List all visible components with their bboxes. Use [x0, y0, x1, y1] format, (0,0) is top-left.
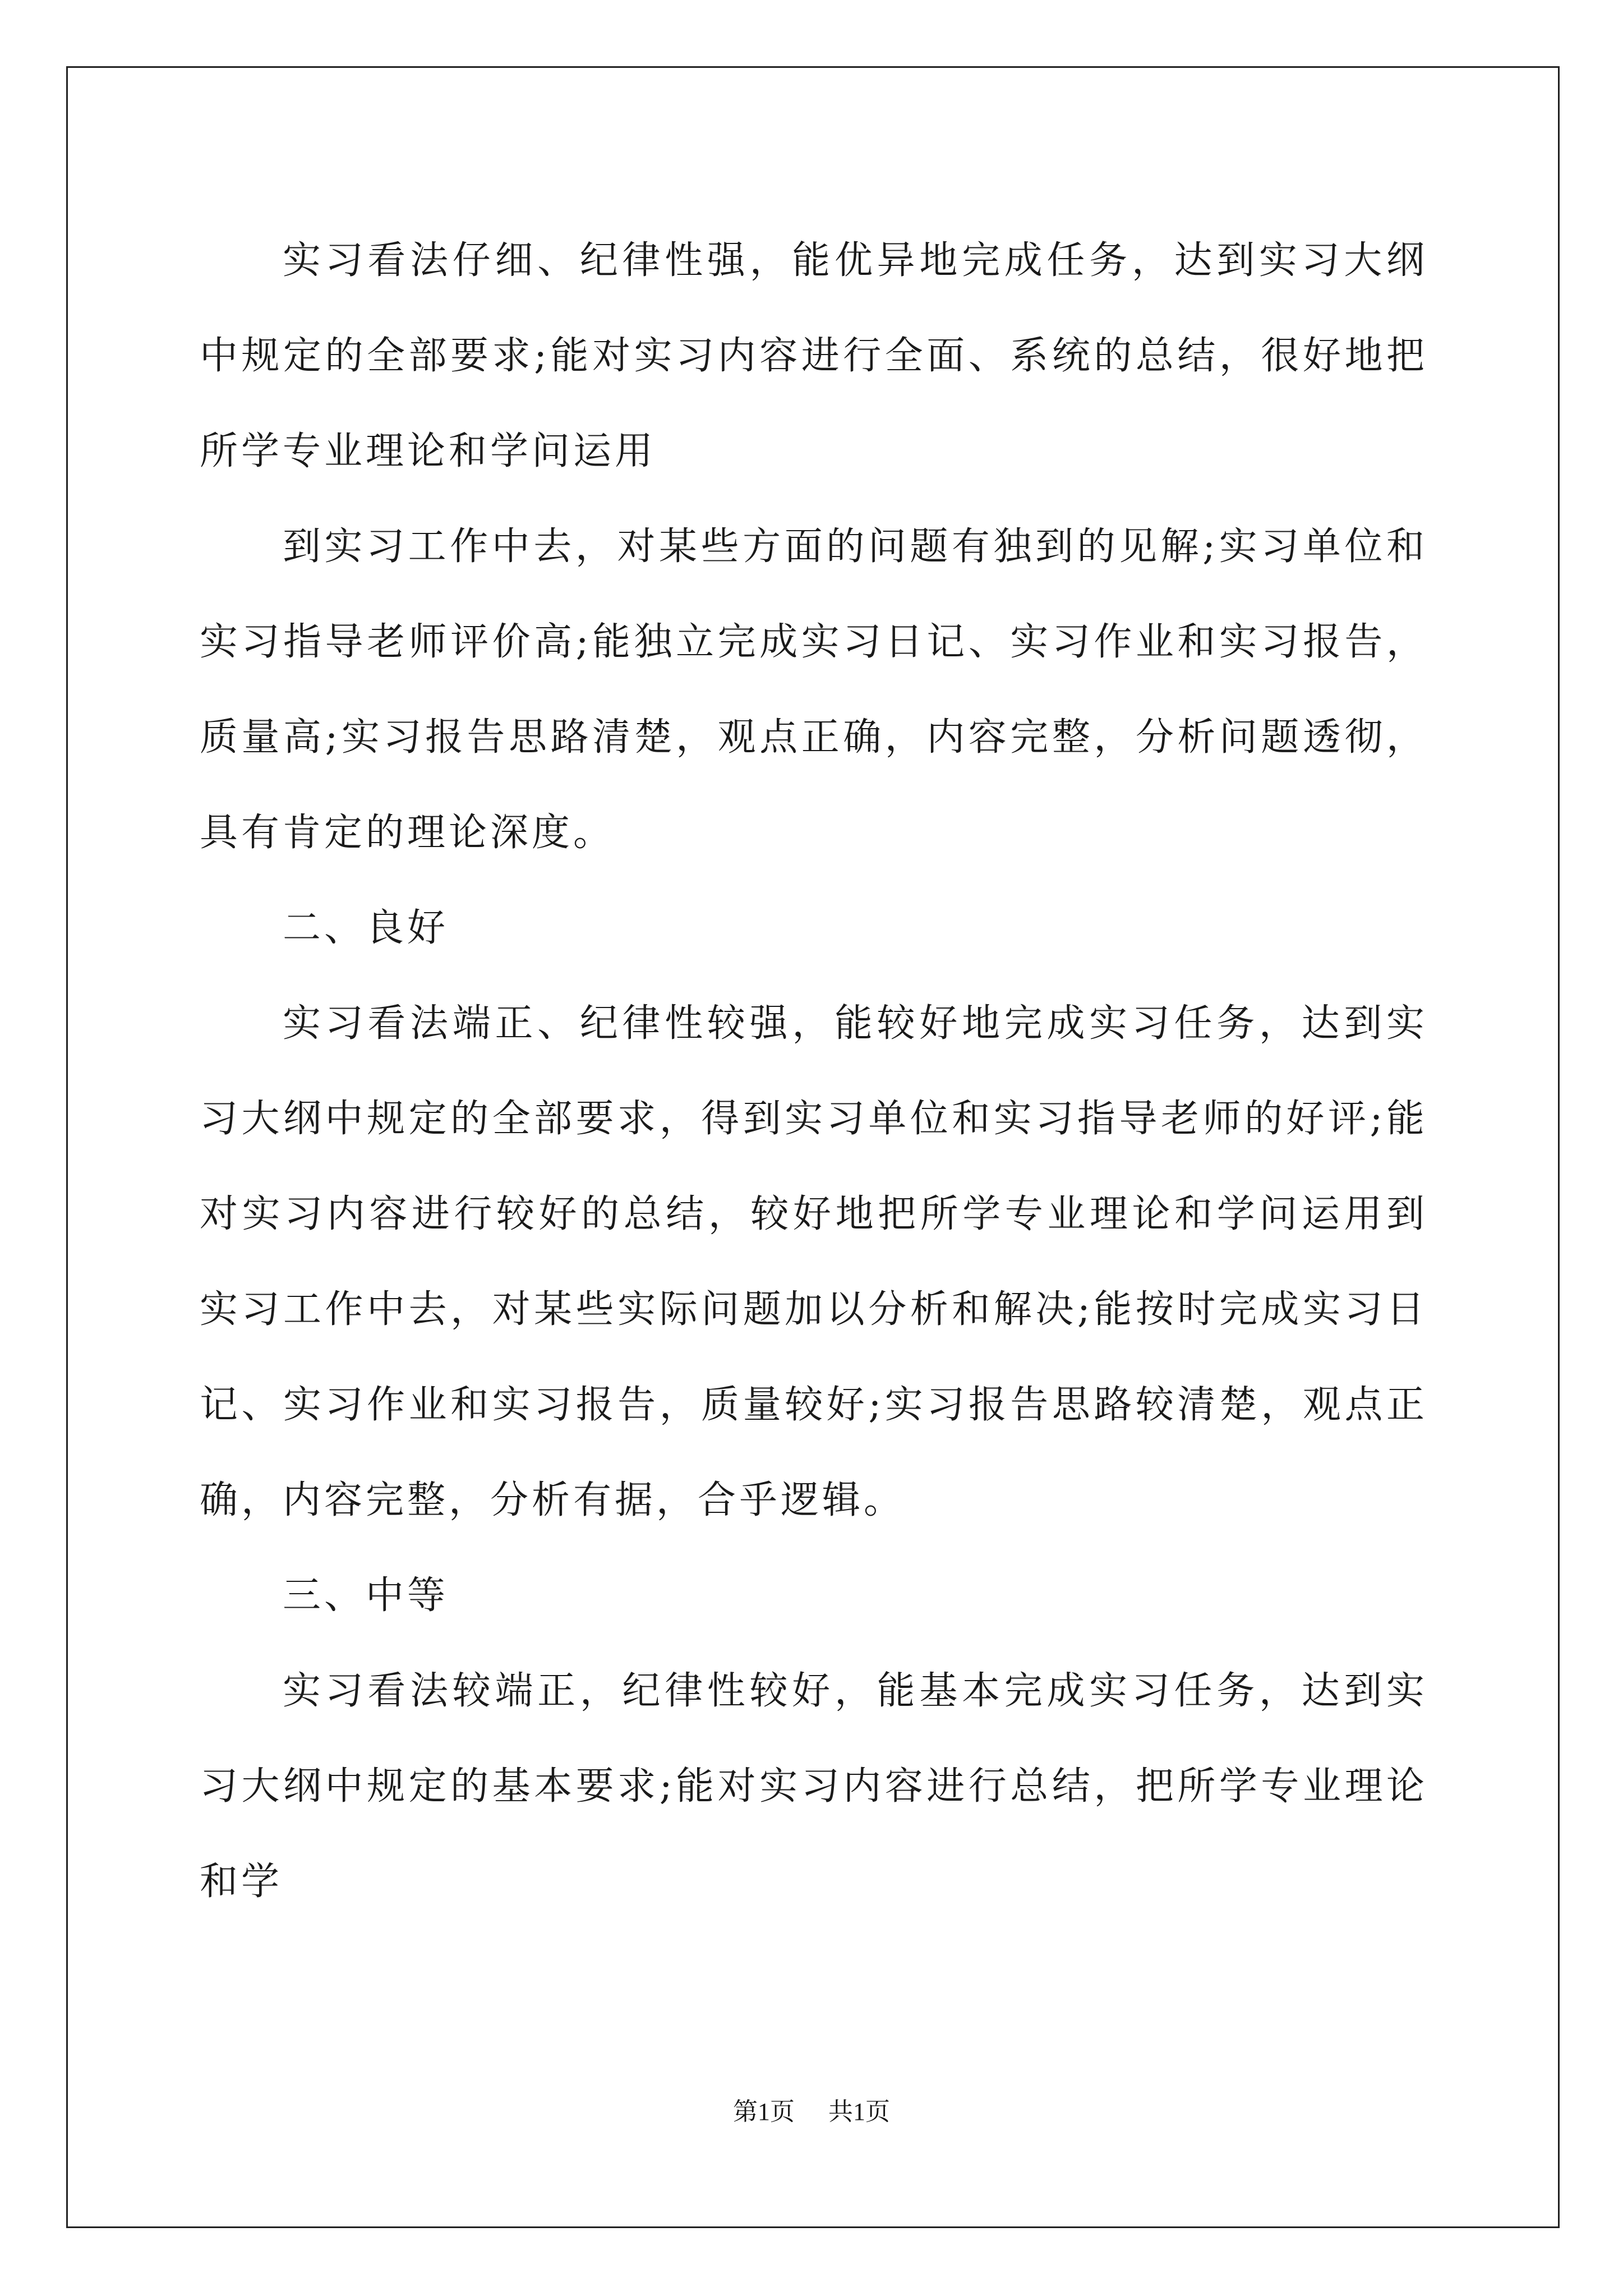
- paragraph-evaluation-text: 到实习工作中去，对某些方面的问题有独到的见解;实习单位和实习指导老师评价高;能独立完成实习日记、实习作业和实习报告，质量高;实习报告思路清楚，观点正确，内容完整，分析问题透彻，具有肯定的理论深度。: [200, 524, 1428, 855]
- page-footer: [0, 2091, 1623, 2127]
- paragraph-good-criteria: 实习看法端正、纪律性较强，能较好地完成实习任务，达到实习大纲中规定的全部要求，得到实习单位和实习指导老师的好评;能对实习内容进行较好的总结，较好地把所学专业理论和学问运用到实习工作中去，对某些实际问题加以分析和解决;能按时完成实习日记、实习作业和实习报告，质量较好;实习报告思路较清楚，观点正确，内容完整，分析有据，合乎逻辑。: [200, 1001, 1428, 1522]
- section-heading-medium: 三、中等: [283, 1573, 449, 1618]
- page-total: 共1页: [828, 2098, 890, 2125]
- paragraph-medium-criteria: 实习看法较端正，纪律性较好，能基本完成实习任务，达到实习大纲中规定的基本要求;能对实习内容进行总结，把所学专业理论和学: [200, 1669, 1428, 1904]
- paragraph-evaluation-text: 实习看法仔细、纪律性强，能优异地完成任务，达到实习大纲中规定的全部要求;能对实习内容进行全面、系统的总结，很好地把所学专业理论和学问运用: [200, 238, 1428, 473]
- page-number: 第1页: [733, 2098, 795, 2125]
- section-heading-good: 二、良好: [283, 906, 449, 950]
- document-body: [200, 213, 1428, 1930]
